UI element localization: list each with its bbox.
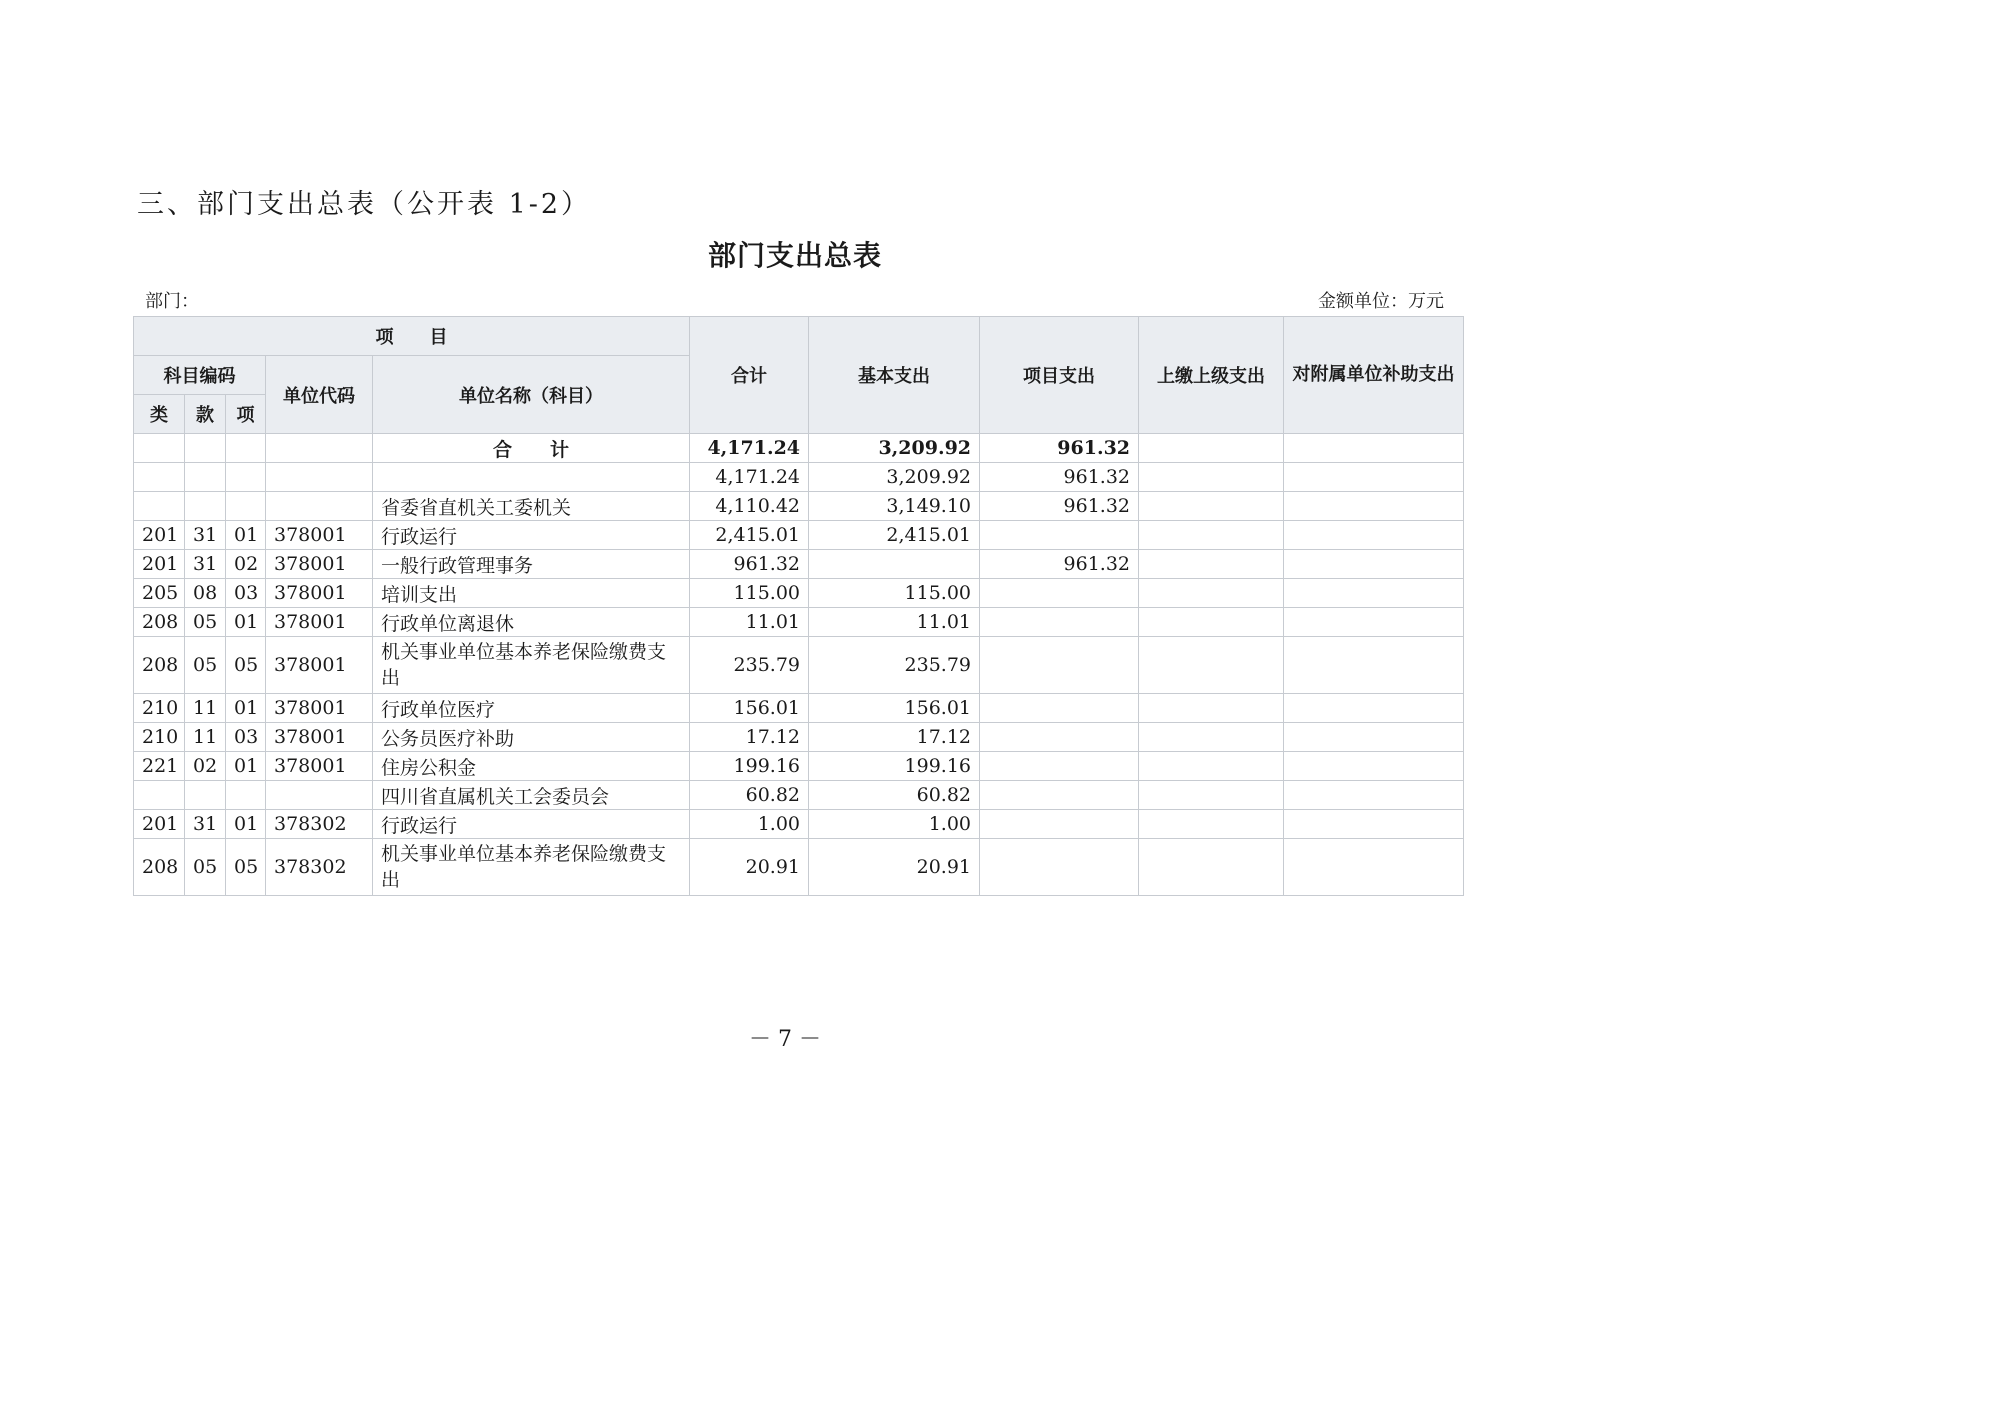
cell-project: 961.32	[980, 492, 1139, 521]
cell-total: 961.32	[690, 550, 809, 579]
cell-unit-code: 378001	[266, 752, 373, 781]
cell-kuan: 08	[185, 579, 226, 608]
table-body	[134, 434, 1464, 896]
cell-unit-code	[266, 492, 373, 521]
cell-subsidy	[1284, 521, 1464, 550]
cell-basic: 2,415.01	[809, 521, 980, 550]
cell-upper	[1139, 752, 1284, 781]
cell-unit-name	[373, 463, 690, 492]
cell-unit-name: 行政单位离退休	[373, 608, 690, 637]
cell-xiang: 05	[226, 637, 266, 694]
table-row	[134, 637, 1464, 694]
cell-project	[980, 839, 1139, 896]
cell-subsidy	[1284, 723, 1464, 752]
cell-basic: 3,149.10	[809, 492, 980, 521]
cell-basic: 115.00	[809, 579, 980, 608]
cell-lei	[134, 434, 185, 463]
header-upper-level-expenditure: 上缴上级支出	[1139, 317, 1284, 434]
page-number: － 7 －	[749, 1027, 821, 1052]
table-row	[134, 463, 1464, 492]
cell-xiang: 01	[226, 694, 266, 723]
cell-project	[980, 723, 1139, 752]
cell-unit-name: 机关事业单位基本养老保险缴费支出	[373, 839, 690, 896]
cell-subsidy	[1284, 810, 1464, 839]
cell-basic	[809, 550, 980, 579]
cell-project: 961.32	[980, 550, 1139, 579]
cell-unit-name: 一般行政管理事务	[373, 550, 690, 579]
cell-lei: 210	[134, 723, 185, 752]
cell-lei: 221	[134, 752, 185, 781]
cell-unit-code: 378001	[266, 694, 373, 723]
cell-upper	[1139, 723, 1284, 752]
cell-basic: 3,209.92	[809, 463, 980, 492]
cell-subsidy	[1284, 579, 1464, 608]
cell-project	[980, 694, 1139, 723]
cell-subsidy	[1284, 608, 1464, 637]
cell-xiang: 05	[226, 839, 266, 896]
amount-unit-label: 金额单位：万元	[1318, 291, 1444, 312]
cell-kuan: 11	[185, 694, 226, 723]
cell-unit-code	[266, 463, 373, 492]
cell-subsidy	[1284, 752, 1464, 781]
header-project: 项 目	[134, 317, 690, 356]
cell-subsidy	[1284, 694, 1464, 723]
header-unit-code: 单位代码	[266, 356, 373, 434]
cell-subsidy	[1284, 839, 1464, 896]
cell-unit-code: 378001	[266, 608, 373, 637]
cell-xiang	[226, 781, 266, 810]
cell-unit-code	[266, 781, 373, 810]
cell-unit-name: 行政运行	[373, 521, 690, 550]
table-row	[134, 839, 1464, 896]
cell-xiang: 02	[226, 550, 266, 579]
cell-xiang: 01	[226, 752, 266, 781]
total-row-project: 961.32	[980, 434, 1139, 463]
cell-project: 961.32	[980, 463, 1139, 492]
cell-subsidy	[1284, 463, 1464, 492]
total-row-subsidy	[1284, 434, 1464, 463]
cell-unit-code: 378302	[266, 810, 373, 839]
cell-upper	[1139, 839, 1284, 896]
cell-unit-name: 四川省直属机关工会委员会	[373, 781, 690, 810]
cell-subsidy	[1284, 492, 1464, 521]
cell-xiang: 01	[226, 608, 266, 637]
cell-project	[980, 579, 1139, 608]
cell-total: 115.00	[690, 579, 809, 608]
cell-subsidy	[1284, 781, 1464, 810]
cell-lei: 210	[134, 694, 185, 723]
cell-project	[980, 521, 1139, 550]
cell-unit-code	[266, 434, 373, 463]
cell-xiang: 01	[226, 810, 266, 839]
cell-total: 17.12	[690, 723, 809, 752]
cell-upper	[1139, 694, 1284, 723]
cell-total: 4,110.42	[690, 492, 809, 521]
table-row	[134, 550, 1464, 579]
table-row	[134, 810, 1464, 839]
cell-lei: 201	[134, 810, 185, 839]
cell-basic: 11.01	[809, 608, 980, 637]
table-row	[134, 694, 1464, 723]
cell-unit-name: 行政运行	[373, 810, 690, 839]
cell-basic: 20.91	[809, 839, 980, 896]
cell-project	[980, 781, 1139, 810]
table-title: 部门支出总表	[707, 239, 882, 272]
cell-kuan: 31	[185, 521, 226, 550]
cell-upper	[1139, 463, 1284, 492]
cell-lei: 208	[134, 637, 185, 694]
cell-subsidy	[1284, 550, 1464, 579]
cell-unit-name: 培训支出	[373, 579, 690, 608]
table-row	[134, 752, 1464, 781]
header-unit-name: 单位名称（科目）	[373, 356, 690, 434]
header-project-expenditure: 项目支出	[980, 317, 1139, 434]
cell-total: 11.01	[690, 608, 809, 637]
cell-kuan: 05	[185, 637, 226, 694]
cell-upper	[1139, 810, 1284, 839]
cell-kuan: 31	[185, 810, 226, 839]
cell-upper	[1139, 521, 1284, 550]
cell-kuan: 05	[185, 839, 226, 896]
cell-project	[980, 810, 1139, 839]
total-row-basic: 3,209.92	[809, 434, 980, 463]
cell-unit-name: 机关事业单位基本养老保险缴费支出	[373, 637, 690, 694]
cell-basic: 199.16	[809, 752, 980, 781]
cell-basic: 156.01	[809, 694, 980, 723]
cell-upper	[1139, 579, 1284, 608]
department-label: 部门：	[145, 291, 199, 312]
cell-xiang	[226, 492, 266, 521]
cell-upper	[1139, 637, 1284, 694]
cell-kuan	[185, 781, 226, 810]
cell-subsidy	[1284, 637, 1464, 694]
cell-xiang: 03	[226, 579, 266, 608]
header-kuan: 款	[185, 395, 226, 434]
cell-project	[980, 608, 1139, 637]
total-row-label: 合 计	[373, 434, 690, 463]
table-row	[134, 521, 1464, 550]
cell-unit-name: 省委省直机关工委机关	[373, 492, 690, 521]
cell-kuan: 02	[185, 752, 226, 781]
cell-unit-code: 378001	[266, 637, 373, 694]
cell-project	[980, 752, 1139, 781]
cell-upper	[1139, 608, 1284, 637]
cell-lei: 201	[134, 521, 185, 550]
cell-kuan	[185, 463, 226, 492]
cell-unit-code: 378001	[266, 550, 373, 579]
cell-unit-code: 378302	[266, 839, 373, 896]
cell-total: 60.82	[690, 781, 809, 810]
cell-total: 2,415.01	[690, 521, 809, 550]
cell-lei: 208	[134, 608, 185, 637]
cell-total: 235.79	[690, 637, 809, 694]
cell-kuan: 31	[185, 550, 226, 579]
cell-lei	[134, 781, 185, 810]
header-xiang: 项	[226, 395, 266, 434]
cell-unit-name: 住房公积金	[373, 752, 690, 781]
cell-basic: 60.82	[809, 781, 980, 810]
cell-unit-name: 公务员医疗补助	[373, 723, 690, 752]
cell-kuan	[185, 492, 226, 521]
cell-basic: 1.00	[809, 810, 980, 839]
cell-total: 4,171.24	[690, 463, 809, 492]
cell-kuan: 11	[185, 723, 226, 752]
header-basic-expenditure: 基本支出	[809, 317, 980, 434]
cell-total: 1.00	[690, 810, 809, 839]
cell-total: 156.01	[690, 694, 809, 723]
cell-upper	[1139, 550, 1284, 579]
cell-basic: 235.79	[809, 637, 980, 694]
expenditure-table	[133, 316, 1464, 896]
header-subsidiary-subsidy: 对附属单位补助支出	[1284, 317, 1464, 434]
cell-xiang	[226, 434, 266, 463]
header-subject-code: 科目编码	[134, 356, 266, 395]
table-row	[134, 781, 1464, 810]
cell-unit-code: 378001	[266, 579, 373, 608]
cell-lei	[134, 463, 185, 492]
cell-xiang	[226, 463, 266, 492]
table-row	[134, 492, 1464, 521]
cell-kuan	[185, 434, 226, 463]
cell-unit-code: 378001	[266, 723, 373, 752]
total-row-total: 4,171.24	[690, 434, 809, 463]
cell-lei: 208	[134, 839, 185, 896]
cell-upper	[1139, 492, 1284, 521]
table-row	[134, 579, 1464, 608]
section-heading: 三、部门支出总表（公开表 1-2）	[137, 189, 592, 220]
cell-xiang: 03	[226, 723, 266, 752]
cell-kuan: 05	[185, 608, 226, 637]
table-row	[134, 723, 1464, 752]
cell-lei: 205	[134, 579, 185, 608]
cell-upper	[1139, 781, 1284, 810]
header-lei: 类	[134, 395, 185, 434]
total-row	[134, 434, 1464, 463]
cell-project	[980, 637, 1139, 694]
total-row-upper	[1139, 434, 1284, 463]
cell-total: 199.16	[690, 752, 809, 781]
cell-lei	[134, 492, 185, 521]
cell-total: 20.91	[690, 839, 809, 896]
table-row	[134, 608, 1464, 637]
cell-xiang: 01	[226, 521, 266, 550]
cell-lei: 201	[134, 550, 185, 579]
cell-basic: 17.12	[809, 723, 980, 752]
header-total: 合计	[690, 317, 809, 434]
table-header	[134, 317, 1464, 434]
cell-unit-name: 行政单位医疗	[373, 694, 690, 723]
cell-unit-code: 378001	[266, 521, 373, 550]
